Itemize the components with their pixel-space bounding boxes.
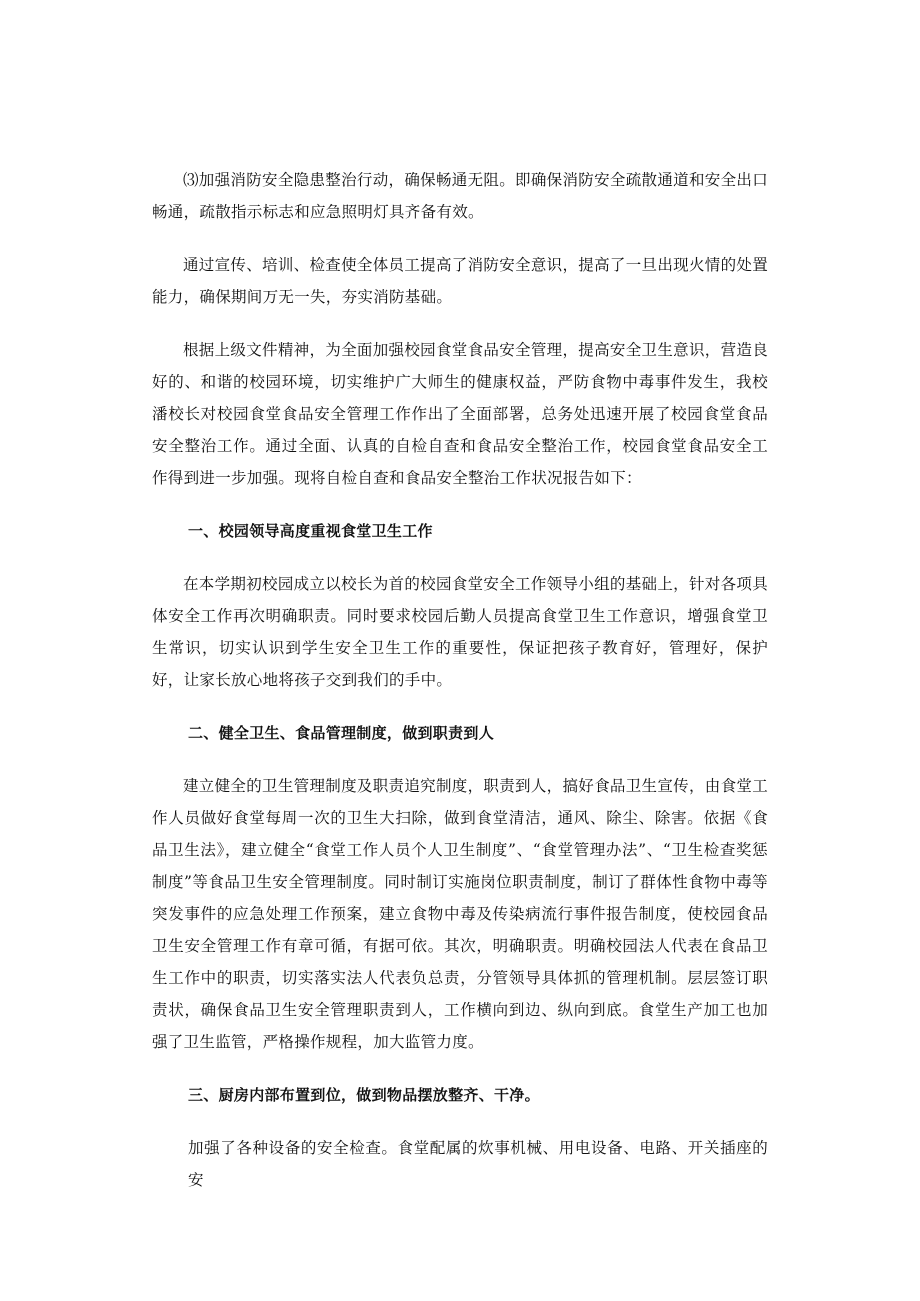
paragraph-gap: [152, 1058, 768, 1079]
paragraph-gap: [152, 494, 768, 515]
section-heading-1: 一、校园领导高度重视食堂卫生工作: [188, 522, 433, 540]
paragraph-gap: [152, 547, 768, 568]
section-heading-3: 三、厨房内部布置到位，做到物品摆放整齐、干净。: [188, 1086, 540, 1104]
paragraph-gap: [152, 696, 768, 717]
paragraph-management-system: 建立健全的卫生管理制度及职责追究制度，职责到人，搞好食品卫生宣传，由食堂工作人员做好食堂每周一次的卫生大扫除，做到食堂清洁，通风、除尘、除害。依据《食品卫生法》，建立健全“食堂工作人员个人卫生制度”、“食堂管理办法”、“卫生检查奖惩制度”等食品卫生安全管理制度。同时制订实施岗位职责制度，制订了群体性食物中毒等突发事件的应急处理工作预案，建立食物中毒及传染病流行事件报告制度，使校园食品卫生安全管理工作有章可循，有据可依。其次，明确职责。明确校园法人代表在食品卫生工作中的职责，切实落实法人代表负总责，分管领导具体抓的管理机制。层层签订职责状，确保食品卫生安全管理职责到人，工作横向到边、纵向到底。食堂生产加工也加强了卫生监管，严格操作规程，加大监管力度。: [152, 777, 768, 1051]
paragraph-gap: [152, 313, 768, 334]
paragraph-fire-safety-rectification: ⑶加强消防安全隐患整治行动，确保畅通无阻。即确保消防安全疏散通道和安全出口畅通，疏散指示标志和应急照明灯具齐备有效。: [152, 171, 768, 221]
document-body: [152, 164, 768, 1196]
paragraph-gap: [152, 749, 768, 770]
paragraph-equipment-inspection: 加强了各种设备的安全检查。食堂配属的炊事机械、用电设备、电路、开关插座的安: [188, 1139, 768, 1189]
paragraph-introduction: 根据上级文件精神，为全面加强校园食堂食品安全管理，提高安全卫生意识，营造良好的、和谐的校园环境，切实维护广大师生的健康权益，严防食物中毒事件发生，我校潘校长对校园食堂食品安全管理工作作出了全面部署，总务处迅速开展了校园食堂食品安全整治工作。通过全面、认真的自检自查和食品安全整治工作，校园食堂食品安全工作得到进一步加强。现将自检自查和食品安全整治工作状况报告如下：: [152, 341, 768, 487]
section-heading-2: 二、健全卫生、食品管理制度，做到职责到人: [188, 724, 495, 742]
paragraph-gap: [152, 1111, 768, 1132]
paragraph-gap: [152, 228, 768, 249]
paragraph-fire-safety-awareness: 通过宣传、培训、检查使全体员工提高了消防安全意识，提高了一旦出现火情的处置能力，确保期间万无一失，夯实消防基础。: [152, 256, 768, 306]
paragraph-leadership: 在本学期初校园成立以校长为首的校园食堂安全工作领导小组的基础上，针对各项具体安全工作再次明确职责。同时要求校园后勤人员提高食堂卫生工作意识，增强食堂卫生常识，切实认识到学生安全卫生工作的重要性，保证把孩子教育好，管理好，保护好，让家长放心地将孩子交到我们的手中。: [152, 575, 768, 689]
